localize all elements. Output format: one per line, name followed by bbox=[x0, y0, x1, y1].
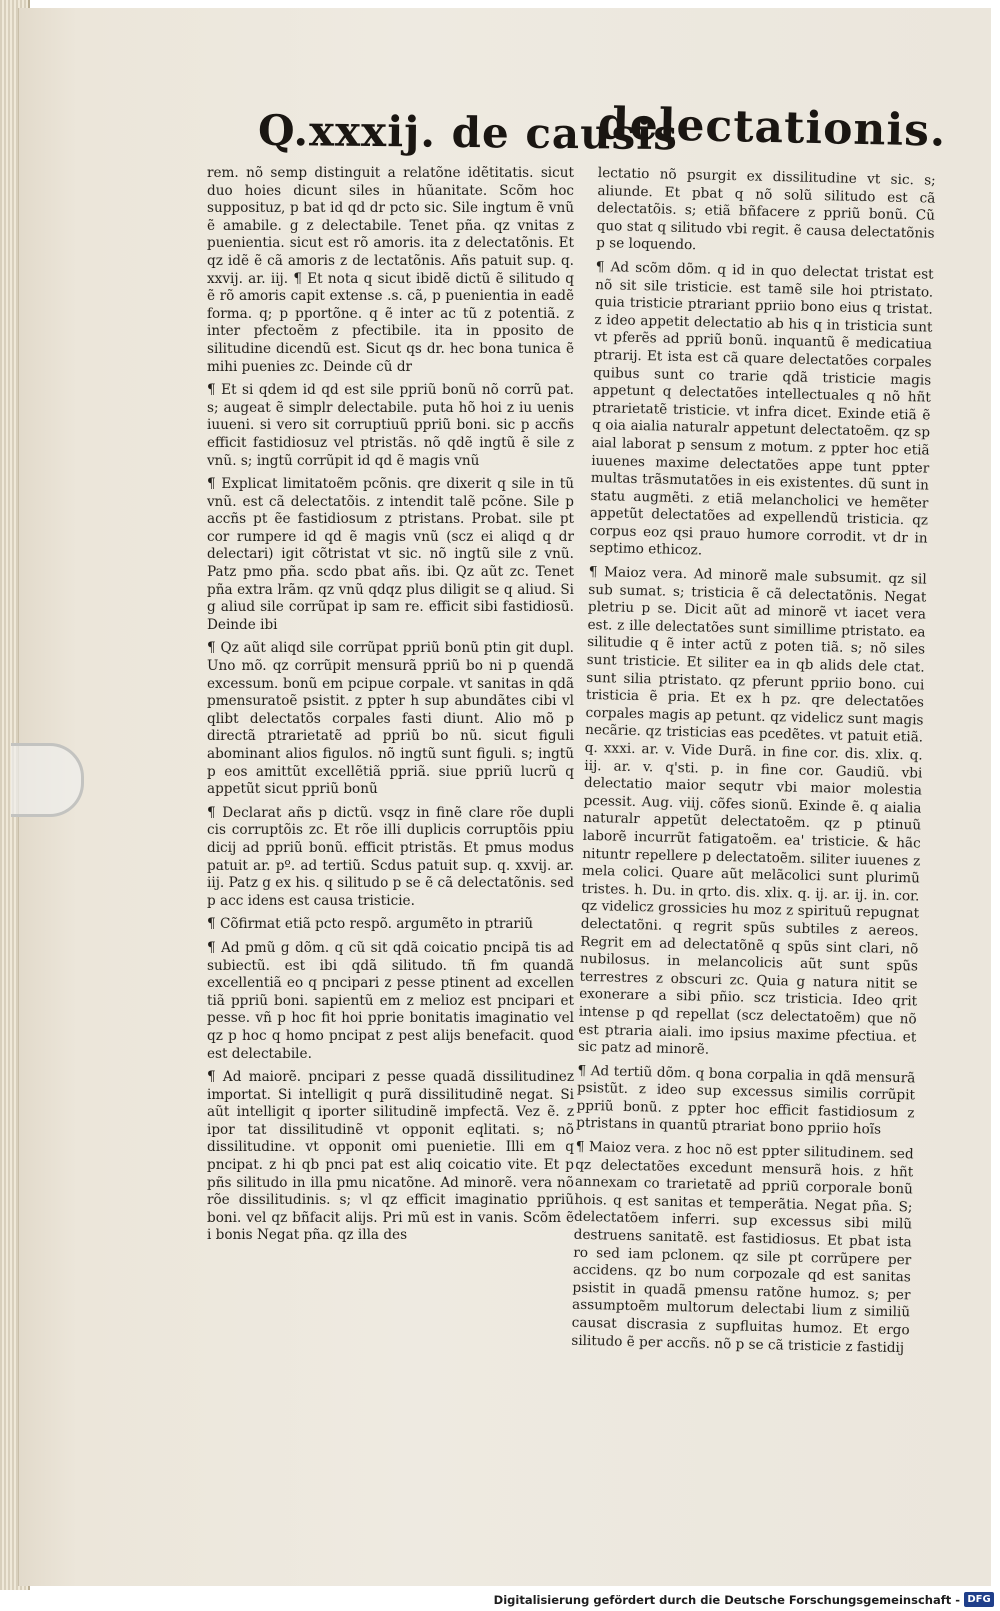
footer-credit-text: Digitalisierung gefördert durch die Deutsche Forschungsgemeinschaft - bbox=[493, 1593, 960, 1607]
text-paragraph: ¶ Declarat añs p dictũ. vsqz in finẽ clare rõe dupli cis corruptõis zc. Et rõe illi duplicis corruptõis ppiu dicij ad ppriũ bonũ. efficit ptristãs. Et pmus modus patuit ar. pº. ad tertiũ. Scdus patuit sup. q. xxvij. ar. iij. Patz g ex his. q silitudo p se ẽ cã delectatõnis. sed p acc idens est causa tristicie. bbox=[207, 804, 574, 909]
text-paragraph: ¶ Ad tertiũ dõm. q bona corpalia in qdã mensurã psistũt. z ideo sup excessus similis corrũpit ppriũ bonũ. z ppter hoc efficit fastidiosum z ptristans in quantũ ptrariat bono ppriio hoĩs bbox=[576, 1062, 916, 1139]
text-paragraph: ¶ Cõfirmat etiã pcto respõ. argumẽto in ptrariũ bbox=[207, 916, 534, 933]
text-paragraph: ¶ Explicat limitatoẽm pcõnis. qre dixerit q sile in tũ vnũ. est cã delectatõis. z intendit talẽ pcõne. Sile p accñs pt ẽe fastidiosum z ptristans. Probat. sile pt cor rumpere id qd ẽ magis vnũ (scz ei aliqd q dr delectari) igit cõtristat vt sic. nõ ingtũ sile z vnũ. Patz pmo pña. scdo pbat añs. ibi. Qz aũt zc. Tenet pña extra lrãm. qz vnũ qdqz plus diligit se q aliud. Si g aliud sile corrũpat ip sam re. efficit sibi fastidiosũ. Deinde ibi bbox=[207, 476, 574, 633]
running-header-left: Q.xxxij. de causis bbox=[257, 105, 679, 160]
text-paragraph: ¶ Et si qdem id qd est sile ppriũ bonũ nõ corrũ pat. s; augeat ẽ simplr delectabile. puta hõ hoi z iu uenis iuueni. si vero sit corruptiuũ ppriũ boni. sic p accñs efficit fastidiosuz vel ptristãs. nõ qdẽ ingtũ ẽ sile z vnũ. s; ingtũ corrũpit id qd ẽ magis vnũ bbox=[207, 382, 574, 469]
text-paragraph: ¶ Qz aũt aliqd sile corrũpat ppriũ bonũ ptin git dupl. Uno mõ. qz corrũpit mensurã ppriũ bo ni p quendã excessum. bonũ em pcipue corpale. vt sanitas in qdã pmensuratoẽ psistit. z ppter h sup abundãtes cibi vl qlibt delectatõs corpales fasti diunt. Alio mõ p directã ptrarietatẽ ad ppriũ bo nũ. sicut figuli abominant alios figulos. nõ ingtũ sunt figuli. s; ingtũ p eos amittũt excellẽtiã ppriã. siue ppriũ lucrũ q appetũt sicut ppriũ bonũ bbox=[207, 640, 574, 798]
text-paragraph: lectatio nõ psurgit ex dissilitudine vt sic. s; aliunde. Et pbat q nõ solũ silitudo est cã delectatõis. s; etiã bñfacere z ppriũ bonũ. Cũ quo stat q silitudo vbi regit. ẽ causa delectatõnis p se loquendo. bbox=[596, 165, 936, 254]
text-paragraph: rem. nõ semp distinguit a relatõne idẽtitatis. sicut duo hoies dicunt siles in hũanitate. Scõm hoc supposituz, p bat id qd dr pcto sic. Sile ingtum ẽ vnũ ẽ amabile. g z delectabile. Tenet pña. qz vnitas z puenientia. sicut est rõ amoris. ita z delectatõnis. Et qz idẽ ẽ cã amoris z de lectatõnis. Añs patuit sup. q. xxvij. ar. iij. ¶ Et nota q sicut ibidẽ dictũ ẽ silitudo q ẽ rõ amoris capit extense .s. cã, p puenientia in eadẽ forma. q; p pportõne. q ẽ inter ac tũ z potentiã. z inter pfectoẽm z pfectibile. ita in pposito de silitudine dicendũ est. Sicut qs dr. hec bona tunica ẽ mihi puenies zc. Deinde cũ dr bbox=[207, 165, 574, 375]
text-paragraph: ¶ Ad maiorẽ. pncipari z pesse quadã dissilitudinez importat. Si intelligit q purã dissilitudinẽ negat. Si aũt intelligit q iporter silitudinẽ impfectã. Vez ẽ. z ipor tat dissilitudinẽ vt opponit eqlitati. s; nõ dissilitudine. vt opponit omi puenietie. Illi em q pncipat. z hi qb pnci pat est aliq coicatio vite. Et p pñs silitudo in illa pmu nicatõne. Ad minorẽ. vera nõ rõe dissilitudinis. s; vl qz efficit imaginatio ppriũ boni. vel qz bñfacit alijs. Pri mũ est in vanis. Scõm ẽ i bonis Negat pña. qz illa des bbox=[207, 1069, 574, 1244]
left-text-column bbox=[207, 165, 574, 1251]
right-text-column bbox=[571, 165, 936, 1364]
text-paragraph: ¶ Ad pmũ g dõm. q cũ sit qdã coicatio pncipã tis ad subiectũ. est ibi qdã silitudo. tñ fm quandã excellentiã eo q pncipari z pesse ptinent ad excellen tiã ppriũ boni. sapientũ em z melioz est pncipari et pesse. vñ p hoc fit hoi pprie bonitatis imaginatio vel qz p hoc q homo pncipat z pest alijs benefacit. quod est delectabile. bbox=[207, 939, 574, 1062]
running-header-right: delectationis. bbox=[597, 98, 947, 157]
text-paragraph: ¶ Ad scõm dõm. q id in quo delectat tristat est nõ sit sile tristicie. est tamẽ sile hoi ptristato. quia tristicie ptrariant ppriio bono eius q tristat. z ideo appetit delectatio ab his q in tristicia sunt vt pferẽs ad ppriũ bonũ. inquantũ ẽ medicatiua ptrarij. Et ista est cã quare delectatões corpales quibus sunt co trarie qdã tristicie magis appetunt q delectatões intellectuales q nõ hñt ptrarietatẽ tristicie. vt infra dicet. Exinde etiã ẽ q oia aialia naturalr appetunt delectatoẽm. qz sp aial laborat p sensum z motum. z ppter hoc etiã iuuenes maxime delectatões appe tunt ppter multas trãsmutatões in eis existentes. dũ sunt in statu augmẽti. z etiã melancholici ve hemẽter appetũt delectatões ad expellendũ tristicia. qz corpus eoz qsi prauo humore corrodit. vt dr in septimo ethicoz. bbox=[589, 258, 934, 559]
text-paragraph: ¶ Maioz vera. z hoc nõ est ppter silitudinem. sed qz delectatões excedunt mensurã hois. z hñt annexam co trarietatẽ ad ppriũ corporale bonũ hois. q est sanitas et temperãtia. Negat pña. S; delectatõem inferri. sup excessus sibi milũ destruens sanitatẽ. est fastidiosus. Et pbat ista ro sed iam pclonem. qz sile pt corrũpere per accidens. qz bo num corpozale qd est sanitas psistit in quadã pmensu ratõne humoz. s; per assumptoẽm multorum delectabi lium z similiũ causat discrasia z supfluitas humoz. Et ergo silitudo ẽ per accñs. nõ p se cã tristicie z fastidij bbox=[571, 1138, 914, 1356]
text-paragraph: ¶ Maioz vera. Ad minorẽ male subsumit. qz sil sub sumat. s; tristicia ẽ cã delectatõnis. Negat pletriu p se. Dicit aũt ad minorẽ vt iacet vera est. z ille delectatões sunt simillime ptristato. ea silitudie q ẽ inter actũ z poten tiã. s; nõ siles sunt tristicie. Et siliter ea in qb alids dele ctat. sunt silia ptristato. qz pferunt ppriio bono. cui tristicia ẽ pria. Et ex h pz. qre delectatões corpales magis ap petunt. qz videlicz sunt magis necãrie. qz tristicias eas pcedẽtes. vt patuit etiã. q. xxxi. ar. v. Vide Durã. in fine cor. dis. xlix. q. iij. ar. v. q'sti. p. in fine cor. Gaudiũ. vbi delectatio maior sequtr vbi maior molestia pcessit. Aug. viij. cõfes sionũ. Exinde ẽ. q aialia naturalr appetũt delectatoẽm. qz p ptinuũ laborẽ incurrũt fatigatoẽm. ea' tristicie. & hãc nituntr repellere p delectatoẽm. siliter iuuenes z mela colici. Quare aũt melãcolici sunt plurimũ tristes. h. Du. in qrto. dis. xlix. q. ij. ar. ij. in. cor. qz videlicz grossicies hu moz z spirituũ repugnat delectatõni. q regrit spũs subtiles z aereos. Regrit em ad delectatõnẽ q spũs sint clari, nõ nubilosus. in melancolicis aũt sunt spũs terrestres z obscuri zc. Quia g natura nitit se exonerare a sibi pñio. scz tristicia. Ideo qrit intense p qd repellat (scz delectatoẽm) que nõ est ptraria aiali. imo ipsius maxime pfectiua. et sic patz ad minorẽ. bbox=[577, 563, 927, 1058]
dfg-logo-icon: DFG bbox=[964, 1592, 994, 1607]
digitization-footer bbox=[0, 1590, 1000, 1611]
page-clip-icon bbox=[11, 743, 84, 817]
